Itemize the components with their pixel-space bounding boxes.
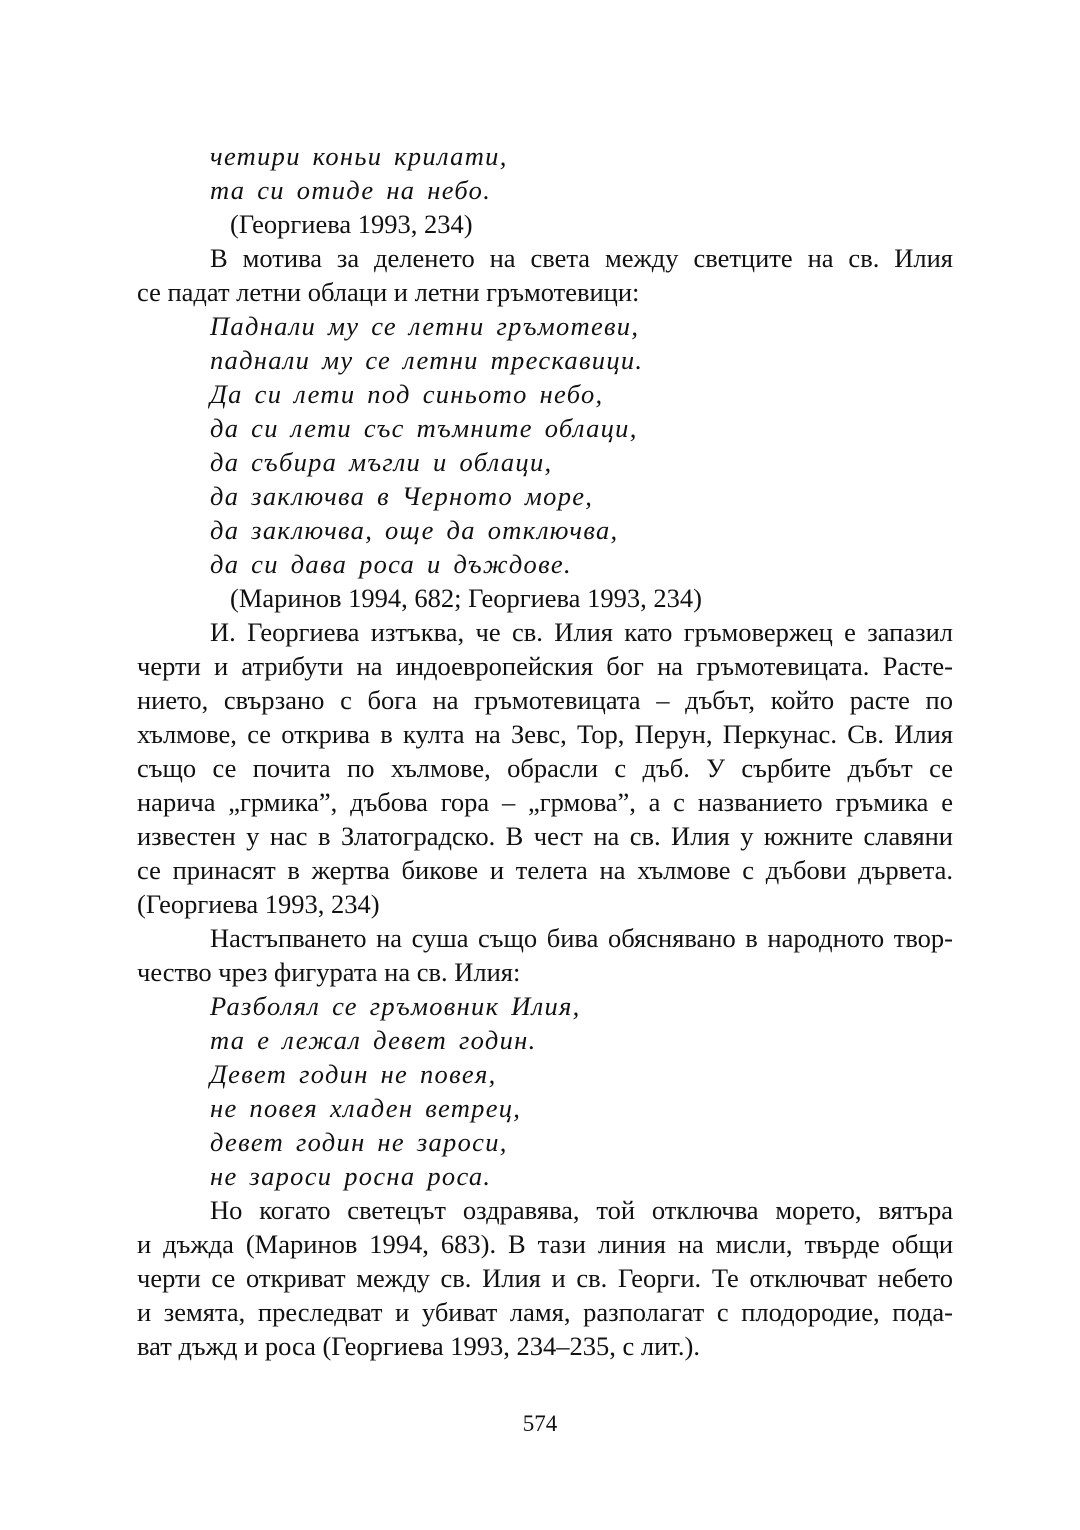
paragraph-line: хълмове, се открива в култа на Зевс, Тор, Перун, Перкунас. Св. Илия (137, 719, 953, 749)
paragraph-line: се принасят в жертва бикове и телета на хълмове с дъбови дървета. (137, 855, 953, 885)
paragraph-4 (137, 1193, 953, 1363)
paragraph-line: нарича „грмика”, дъбова гора – „грмова”, а с названието гръмика е (137, 787, 953, 817)
paragraph-line: черти се откриват между св. Илия и св. Георги. Те отключват небето (137, 1263, 953, 1293)
verse-fragment-1 (137, 139, 953, 207)
verse-line: да заключва в Черното море, (210, 481, 594, 511)
citation: (Маринов 1994, 682; Георгиева 1993, 234) (230, 583, 702, 613)
paragraph-line: и дъжда (Маринов 1994, 683). В тази линия на мисли, твърде общи (137, 1229, 953, 1259)
paragraph-line: И. Георгиева изтъква, че св. Илия като гръмовержец е запазил (210, 617, 953, 647)
paragraph-line: и земята, преследват и убиват ламя, разполагат с плодородие, пода- (137, 1297, 953, 1327)
verse-line: не повея хладен ветрец, (210, 1093, 522, 1123)
paragraph-line: (Георгиева 1993, 234) (137, 889, 380, 919)
paragraph-line: Но когато светецът оздравява, той отключва морето, вятъра (210, 1195, 953, 1225)
verse-fragment-3 (137, 989, 953, 1193)
paragraph-3 (137, 921, 953, 989)
paragraph-line: нието, свързано с бога на гръмотевицата – дъбът, който расте по (137, 685, 953, 715)
verse-line: паднали му се летни трескавици. (210, 345, 644, 375)
verse-line: Разболял се гръмовник Илия, (210, 991, 581, 1021)
citation: (Георгиева 1993, 234) (230, 209, 473, 239)
verse-line: да заключва, още да отключва, (210, 515, 619, 545)
paragraph-line: Настъпването на суша също бива обяснявано в народното твор- (210, 923, 953, 953)
verse-line: Девет годин не повея, (210, 1059, 497, 1089)
verse-line: да събира мъгли и облаци, (210, 447, 553, 477)
paragraph-line: се падат летни облаци и летни гръмотевици: (137, 277, 640, 307)
verse-line: да си дава роса и дъждове. (210, 549, 572, 579)
verse-line: Да си лети под синьото небо, (210, 379, 604, 409)
verse-fragment-2 (137, 309, 953, 581)
paragraph-line: черти и атрибути на индоевропейския бог на гръмотевицата. Расте- (137, 651, 953, 681)
verse-line: та е лежал девет годин. (210, 1025, 537, 1055)
paragraph-1 (137, 241, 953, 309)
paragraph-line: ват дъжд и роса (Георгиева 1993, 234–235, с лит.). (137, 1331, 700, 1361)
verse-line: да си лети със тъмните облаци, (210, 413, 638, 443)
verse-line: четири коньи крилати, (210, 141, 508, 171)
verse-line: девет годин не зароси, (210, 1127, 508, 1157)
paragraph-line: чество чрез фигурата на св. Илия: (137, 957, 521, 987)
verse-line: не зароси росна роса. (210, 1161, 492, 1191)
page-number: 574 (522, 1411, 558, 1436)
page-body (137, 139, 953, 1363)
verse-line: Паднали му се летни гръмотеви, (210, 311, 640, 341)
paragraph-line: В мотива за деленето на света между светците на св. Илия (210, 243, 953, 273)
paragraph-line: също се почита по хълмове, обрасли с дъб. У сърбите дъбът се (137, 753, 953, 783)
paragraph-line: известен у нас в Златоградско. В чест на св. Илия у южните славяни (137, 821, 953, 851)
verse-line: та си отиде на небо. (210, 175, 492, 205)
paragraph-2 (137, 615, 953, 921)
